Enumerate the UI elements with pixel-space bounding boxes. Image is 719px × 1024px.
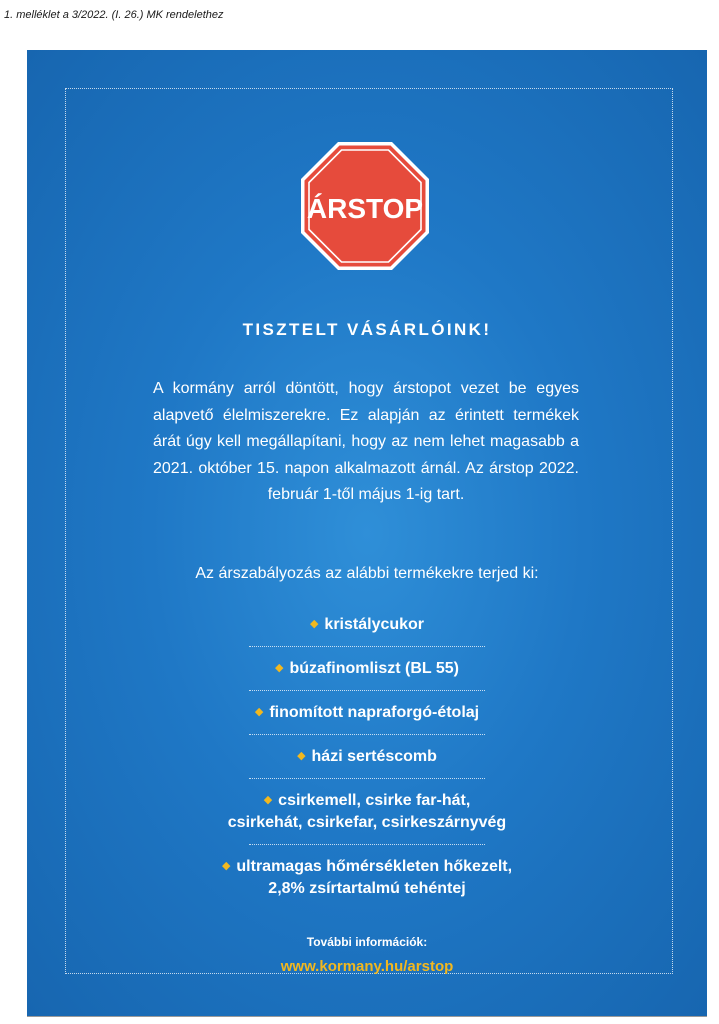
dotted-separator — [249, 690, 485, 691]
more-info-link[interactable]: www.kormany.hu/arstop — [280, 958, 454, 975]
headline: TISZTELT VÁSÁRLÓINK! — [242, 320, 492, 339]
stop-sign-label: ÁRSTOP — [306, 193, 424, 224]
page-divider — [27, 1016, 707, 1017]
body-paragraph: A kormány arról döntött, hogy árstopot vezet be egyes alapvető élelmiszerekre. Ez alapján az érintett termékek árát úgy kell megállapítani, hogy az nem lehet magasabb a 2021. október 15. napon alkalmazott árnál. Az árstop 2022. február 1-től május 1-ig tart. — [153, 380, 579, 503]
more-info-label: További információk: — [306, 935, 428, 949]
dotted-separator — [249, 844, 485, 845]
diamond-bullet-icon: ◆ — [275, 662, 284, 674]
product-list — [27, 607, 707, 906]
product-item: ◆ kristálycukor — [309, 616, 425, 633]
product-item: ◆ házi sertéscomb — [297, 748, 437, 765]
diamond-bullet-icon: ◆ — [254, 706, 264, 718]
dotted-separator — [249, 778, 485, 779]
diamond-bullet-icon: ◆ — [221, 860, 231, 872]
dotted-separator — [249, 734, 485, 735]
diamond-bullet-icon: ◆ — [297, 750, 306, 762]
product-item: ◆ finomított napraforgó-étolaj — [254, 704, 480, 721]
product-item: ◆ búzafinomliszt (BL 55) — [275, 660, 459, 677]
dotted-separator — [249, 646, 485, 647]
products-intro: Az árszabályozás az alábbi termékekre terjed ki: — [195, 565, 539, 582]
stop-sign-icon — [299, 140, 431, 272]
product-item: ◆ ultramagas hőmérsékleten hőkezelt, 2,8% zsírtartalmú tehéntej — [221, 858, 513, 897]
annex-reference: 1. melléklet a 3/2022. (I. 26.) MK rendelethez — [4, 9, 224, 21]
diamond-bullet-icon: ◆ — [309, 618, 319, 630]
arstop-poster — [27, 50, 707, 1016]
product-item: ◆ csirkemell, csirke far-hát, csirkehát, csirkefar, csirkeszárnyvég — [227, 792, 507, 831]
diamond-bullet-icon: ◆ — [263, 794, 273, 806]
